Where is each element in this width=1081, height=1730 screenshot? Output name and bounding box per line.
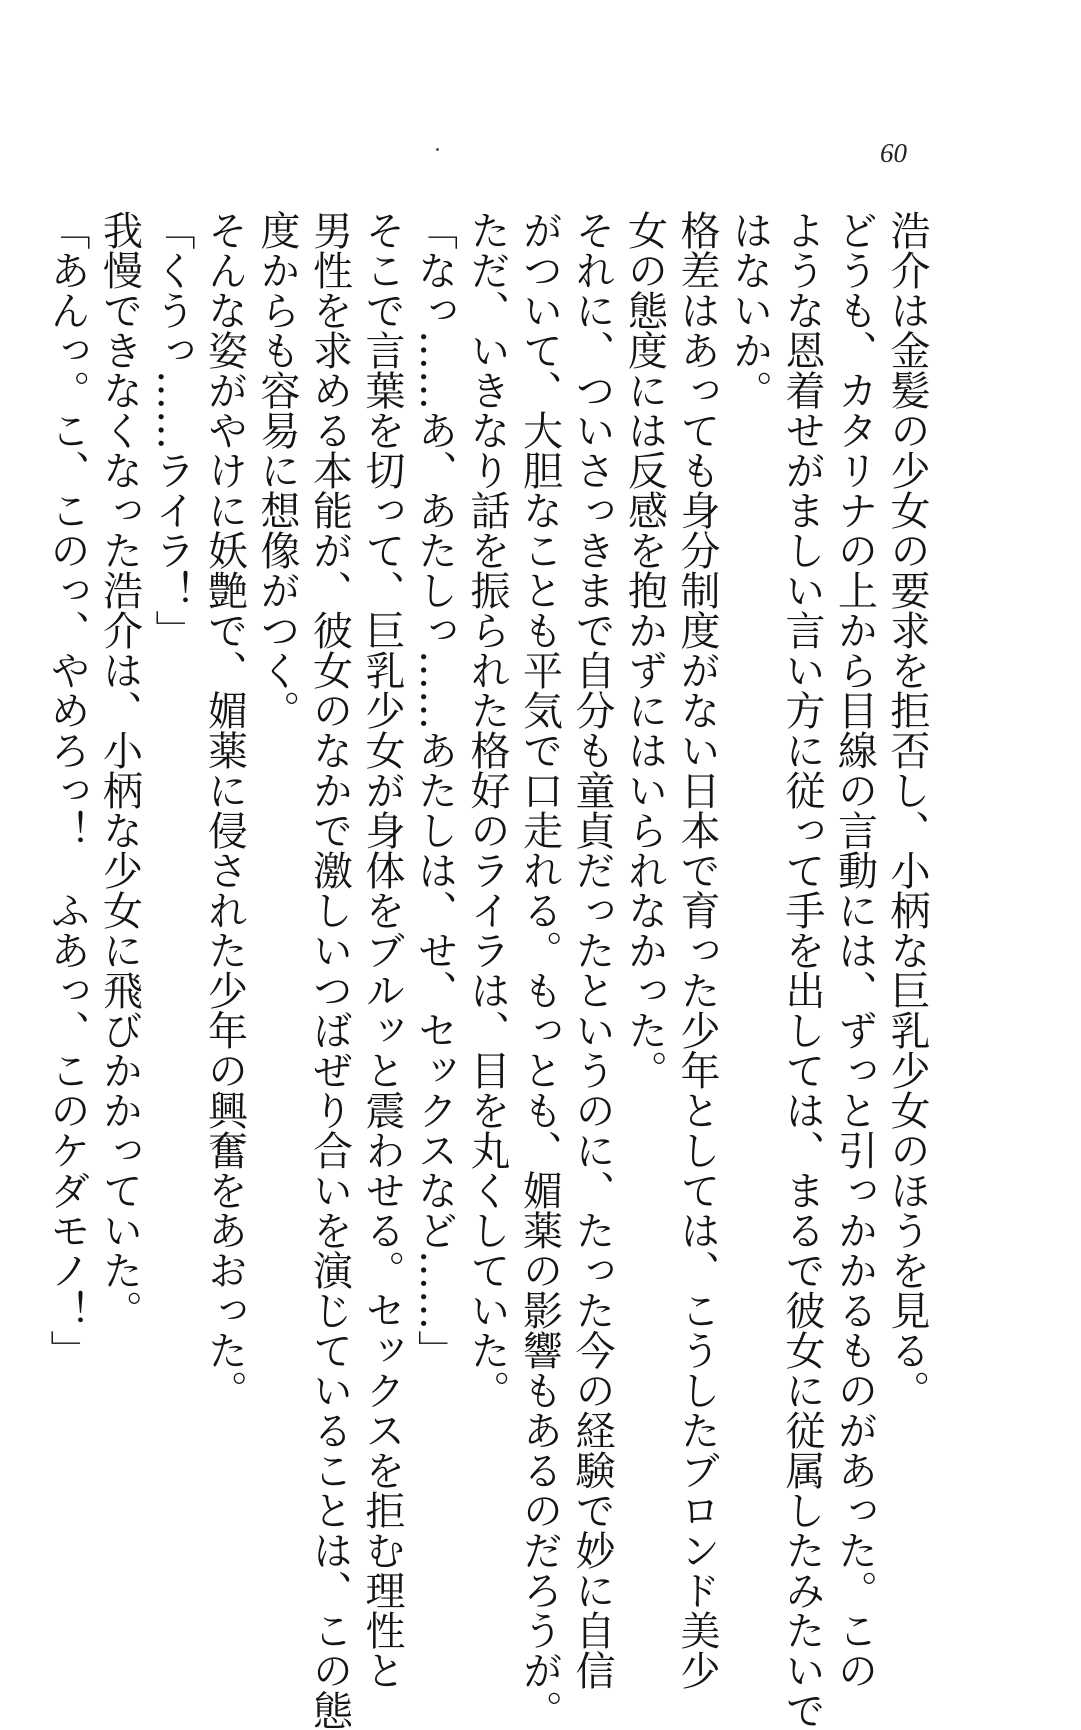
text-line: はないか。 bbox=[726, 210, 773, 410]
text-line: 女の態度には反感を抱かずにはいられなかった。 bbox=[621, 210, 668, 1090]
speck-mark bbox=[436, 148, 439, 151]
text-line: そんな姿がやけに妖艶で、媚薬に侵された少年の興奮をあおった。 bbox=[201, 210, 248, 1410]
page-number: 60 bbox=[880, 138, 907, 168]
text-line: 「あんっ。こ、このっ、やめろっ！ ふあっ、このケダモノ！」 bbox=[44, 210, 90, 1370]
vertical-body-text bbox=[41, 210, 934, 1730]
text-line: 「なっ……あ、あたしっ……あたしは、せ、セックスなど……」 bbox=[411, 210, 458, 1370]
text-line: 度からも容易に想像がつく。 bbox=[254, 210, 300, 730]
text-line: それに、ついさっきまで自分も童貞だったというのに、たった今の経験で妙に自信 bbox=[569, 210, 615, 1690]
text-line: 男性を求める本能が、彼女のなかで激しいつばぜり合いを演じていることは、この態 bbox=[306, 210, 353, 1730]
text-line: 「くうっ……ライラ！」 bbox=[149, 210, 195, 650]
text-line: どうも、カタリナの上から目線の言動には、ずっと引っかかるものがあった。この bbox=[831, 210, 878, 1690]
text-line: そこで言葉を切って、巨乳少女が身体をブルッと震わせる。セックスを拒む理性と bbox=[359, 210, 405, 1690]
text-line: ただ、いきなり話を振られた格好のライラは、目を丸くしていた。 bbox=[464, 210, 510, 1410]
text-line: 格差はあっても身分制度がない日本で育った少年としては、こうしたブロンド美少 bbox=[674, 210, 720, 1690]
text-line: がついて、大胆なことも平気で口走れる。もっとも、媚薬の影響もあるのだろうが。 bbox=[516, 210, 563, 1730]
text-line: 浩介は金髪の少女の要求を拒否し、小柄な巨乳少女のほうを見る。 bbox=[884, 210, 930, 1410]
text-line: ような恩着せがましい言い方に従って手を出しては、まるで彼女に従属したみたいで bbox=[779, 210, 825, 1730]
text-line: 我慢できなくなった浩介は、小柄な少女に飛びかかっていた。 bbox=[96, 210, 143, 1330]
